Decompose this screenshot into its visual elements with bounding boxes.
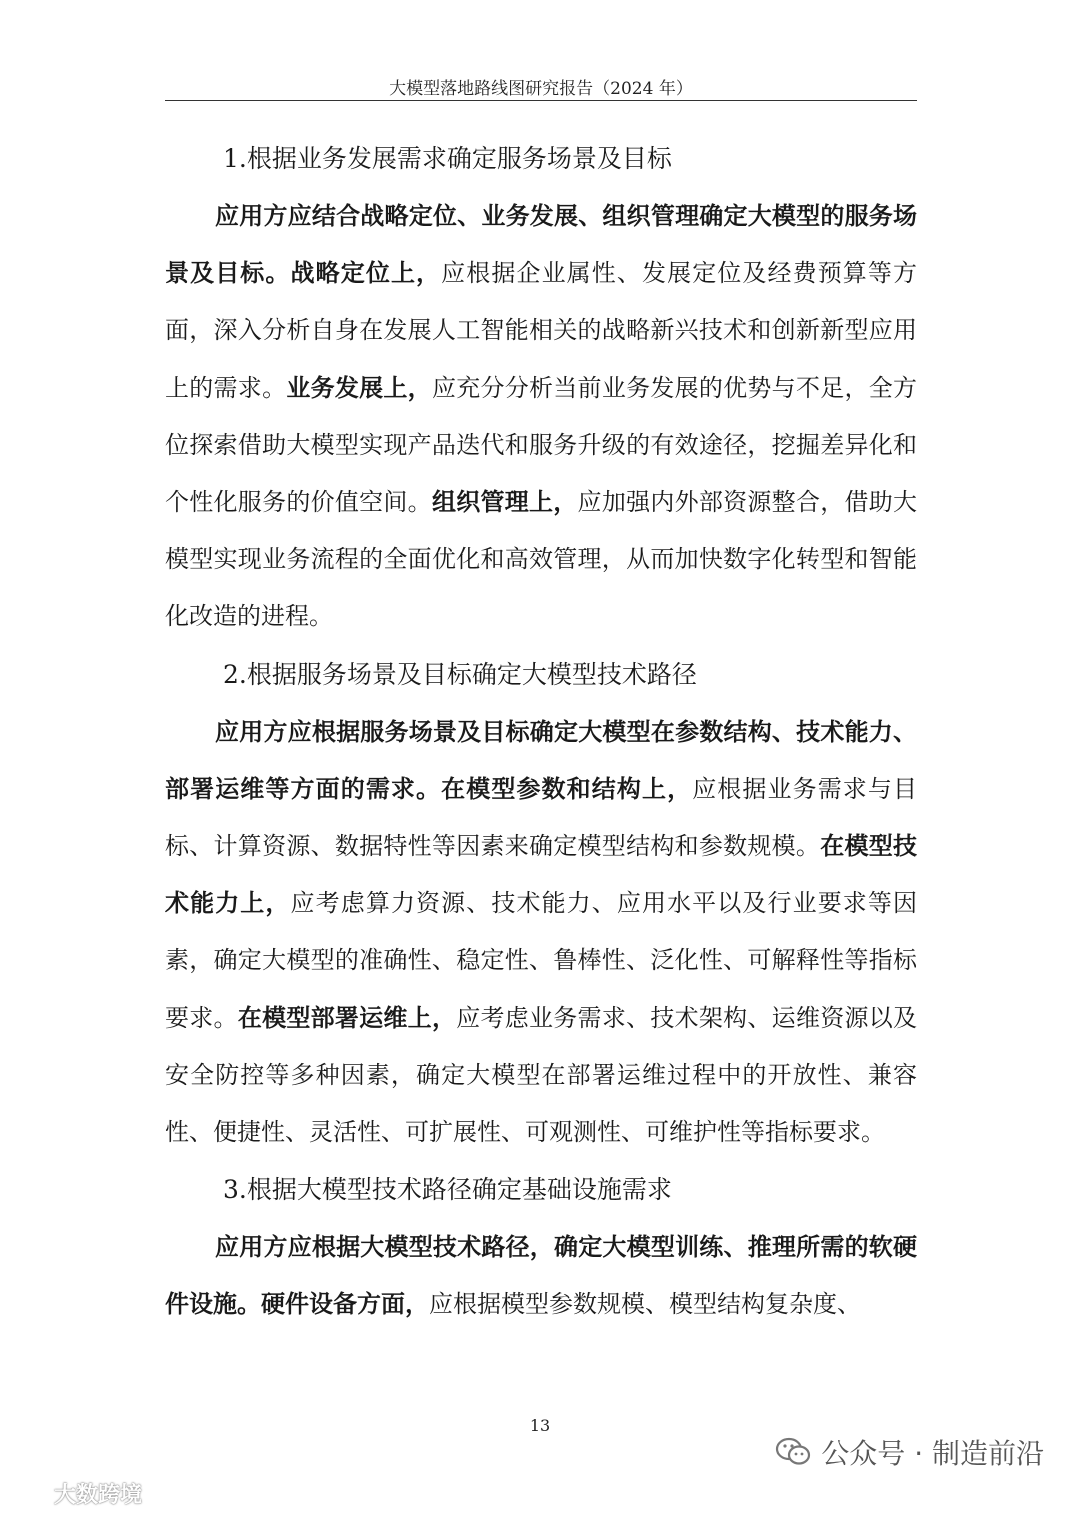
paragraph-text: 应根据模型参数规模、模型结构复杂度、 xyxy=(429,1290,861,1319)
bold-phrase: 硬件设备方面， xyxy=(261,1290,429,1319)
section-paragraph-3 xyxy=(165,1219,917,1333)
bold-phrase: 在模型部署运维上， xyxy=(237,1003,457,1032)
paragraph-text: 应考虑业务需求、技术架构、运维资源以及安全防控等多种因素，确定大模型在部署运维过程中的开放性、兼容性、便捷性、灵活性、可扩展性、可观测性、可维护性等指标要求。 xyxy=(165,1003,918,1147)
paragraph-text: 应充分分析当前业务发展的优势与不足，全方位探索借助大模型实现产品迭代和服务升级的有效途径，挖掘差异化和个性化服务的价值空间。 xyxy=(165,373,918,517)
running-header: 大模型落地路线图研究报告（2024 年） xyxy=(389,79,693,99)
wechat-icon xyxy=(775,1436,811,1468)
watermark-right xyxy=(775,1432,1044,1472)
paragraph-text: 应根据业务需求与目标、计算资源、数据特性等因素来确定模型结构和参数规模。 xyxy=(165,774,918,861)
watermark-left-text: 大数跨境 xyxy=(54,1483,143,1508)
paragraph-text: 应根据企业属性、发展定位及经费预算等方面，深入分析自身在发展人工智能相关的战略新兴技术和创新新型应用上的需求。 xyxy=(165,259,918,402)
paragraph-lead: 应用方应根据服务场景及目标确定大模型在参数结构、技术能力、部署运维等方面的需求。 xyxy=(165,717,917,803)
section-heading-1: 1.根据业务发展需求确定服务场景及目标 xyxy=(223,144,672,173)
section-heading-3: 3.根据大模型技术路径确定基础设施需求 xyxy=(223,1175,672,1205)
paragraph-text: 应考虑算力资源、技术能力、应用水平以及行业要求等因素，确定大模型的准确性、稳定性、鲁棒性、泛化性、可解释性等指标要求。 xyxy=(165,889,918,1032)
paragraph-lead: 应用方应结合战略定位、业务发展、组织管理确定大模型的服务场景及目标。 xyxy=(165,202,917,288)
section-paragraph-2 xyxy=(165,704,917,1162)
bold-phrase: 在模型技术能力上， xyxy=(165,832,918,918)
bold-phrase: 业务发展上， xyxy=(286,373,432,402)
header-rule xyxy=(165,100,917,101)
section-heading-2: 2.根据服务场景及目标确定大模型技术路径 xyxy=(223,659,697,689)
bold-phrase: 战略定位上， xyxy=(290,259,442,288)
watermark-left xyxy=(10,1478,142,1509)
page-number: 13 xyxy=(529,1416,551,1435)
brand-logo-icon xyxy=(10,1483,48,1505)
section-paragraph-1 xyxy=(165,188,917,646)
paragraph-text: 应加强内外部资源整合，借助大模型实现业务流程的全面优化和高效管理，从而加快数字化转型和智能化改造的进程。 xyxy=(165,488,918,631)
bold-phrase: 组织管理上， xyxy=(431,488,578,517)
watermark-right-text: 公众号 · 制造前沿 xyxy=(821,1437,1044,1470)
bold-phrase: 在模型参数和结构上， xyxy=(441,774,693,803)
page-body xyxy=(165,130,917,1334)
paragraph-lead: 应用方应根据大模型技术路径，确定大模型训练、推理所需的软硬件设施。 xyxy=(165,1233,917,1319)
